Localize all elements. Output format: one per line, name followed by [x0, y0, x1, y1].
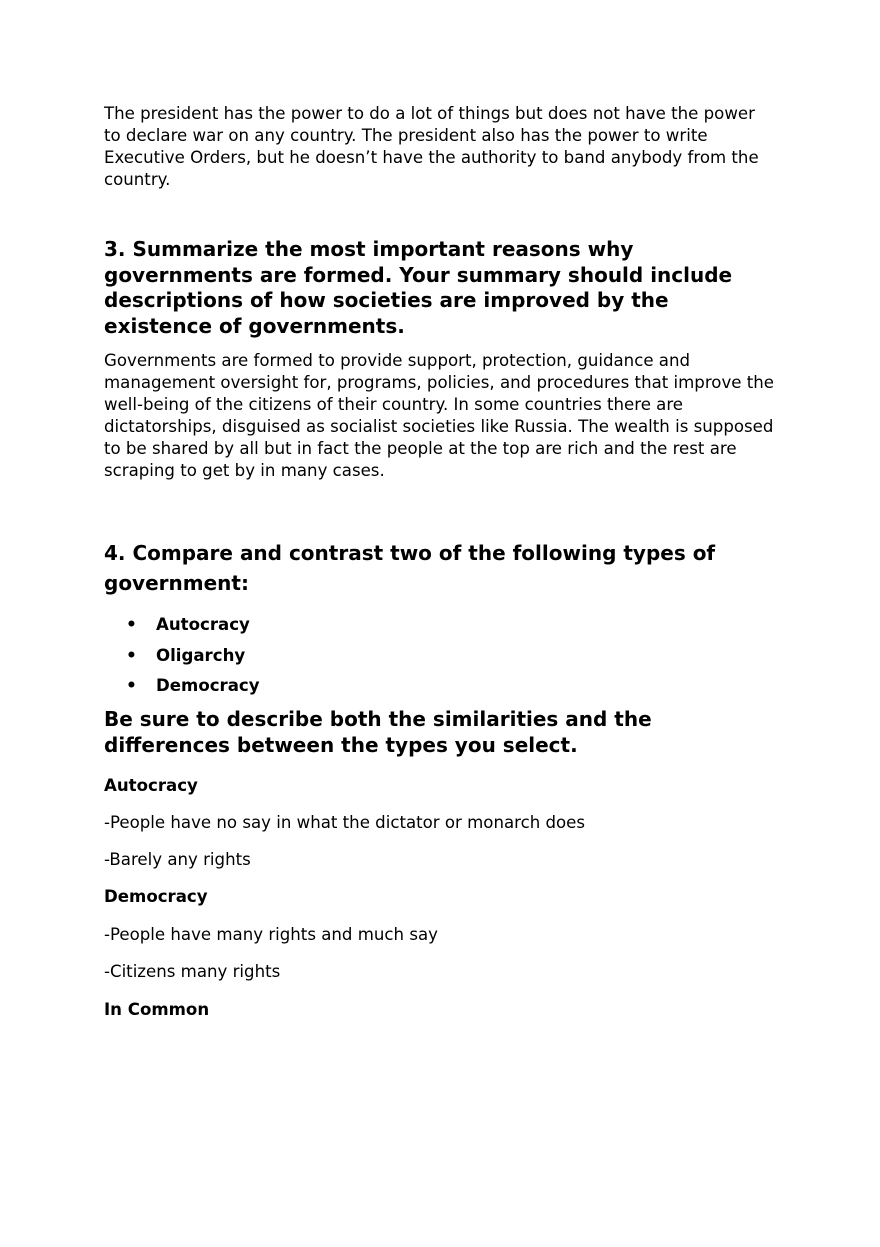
list-item-oligarchy: • Oligarchy: [104, 645, 260, 676]
question-4-line-1: 4. Compare and contrast two of the following types of: [104, 541, 716, 565]
question-4-instruction: Be sure to describe both the similarities and the differences between the types you select.: [104, 707, 652, 757]
question-4-heading: [104, 538, 804, 598]
in-common-heading: In Common: [104, 1000, 210, 1019]
autocracy-heading: Autocracy: [104, 776, 198, 795]
list-item-autocracy: • Autocracy: [104, 614, 260, 645]
democracy-point: -Citizens many rights: [104, 962, 281, 981]
democracy-heading: Democracy: [104, 887, 208, 906]
government-types-list: [104, 614, 260, 706]
autocracy-point: -Barely any rights: [104, 850, 251, 869]
autocracy-point: -People have no say in what the dictator or monarch does: [104, 813, 586, 832]
question-4-line-2: government:: [104, 571, 249, 595]
question-3-heading: 3. Summarize the most important reasons why governments are formed. Your summary should include descriptions of how societies are improved by the existence of governments.: [104, 237, 733, 339]
democracy-point: -People have many rights and much say: [104, 925, 438, 944]
answer-3-paragraph: Governments are formed to provide support, protection, guidance and management oversight for, programs, policies, and procedures that improve the well-being of the citizens of their country. In some countries there are dictatorships, disguised as socialist societies like Russia. The wealth is supposed to be shared by all but in fact the people at the top are rich and the rest are scraping to get by in many cases.: [104, 351, 774, 480]
list-item-democracy: • Democracy: [104, 675, 260, 706]
paragraph-president-powers: The president has the power to do a lot of things but does not have the power to declare war on any country. The president also has the power to write Executive Orders, but he doesn’t have the authority to band anybody from the country.: [104, 104, 759, 189]
